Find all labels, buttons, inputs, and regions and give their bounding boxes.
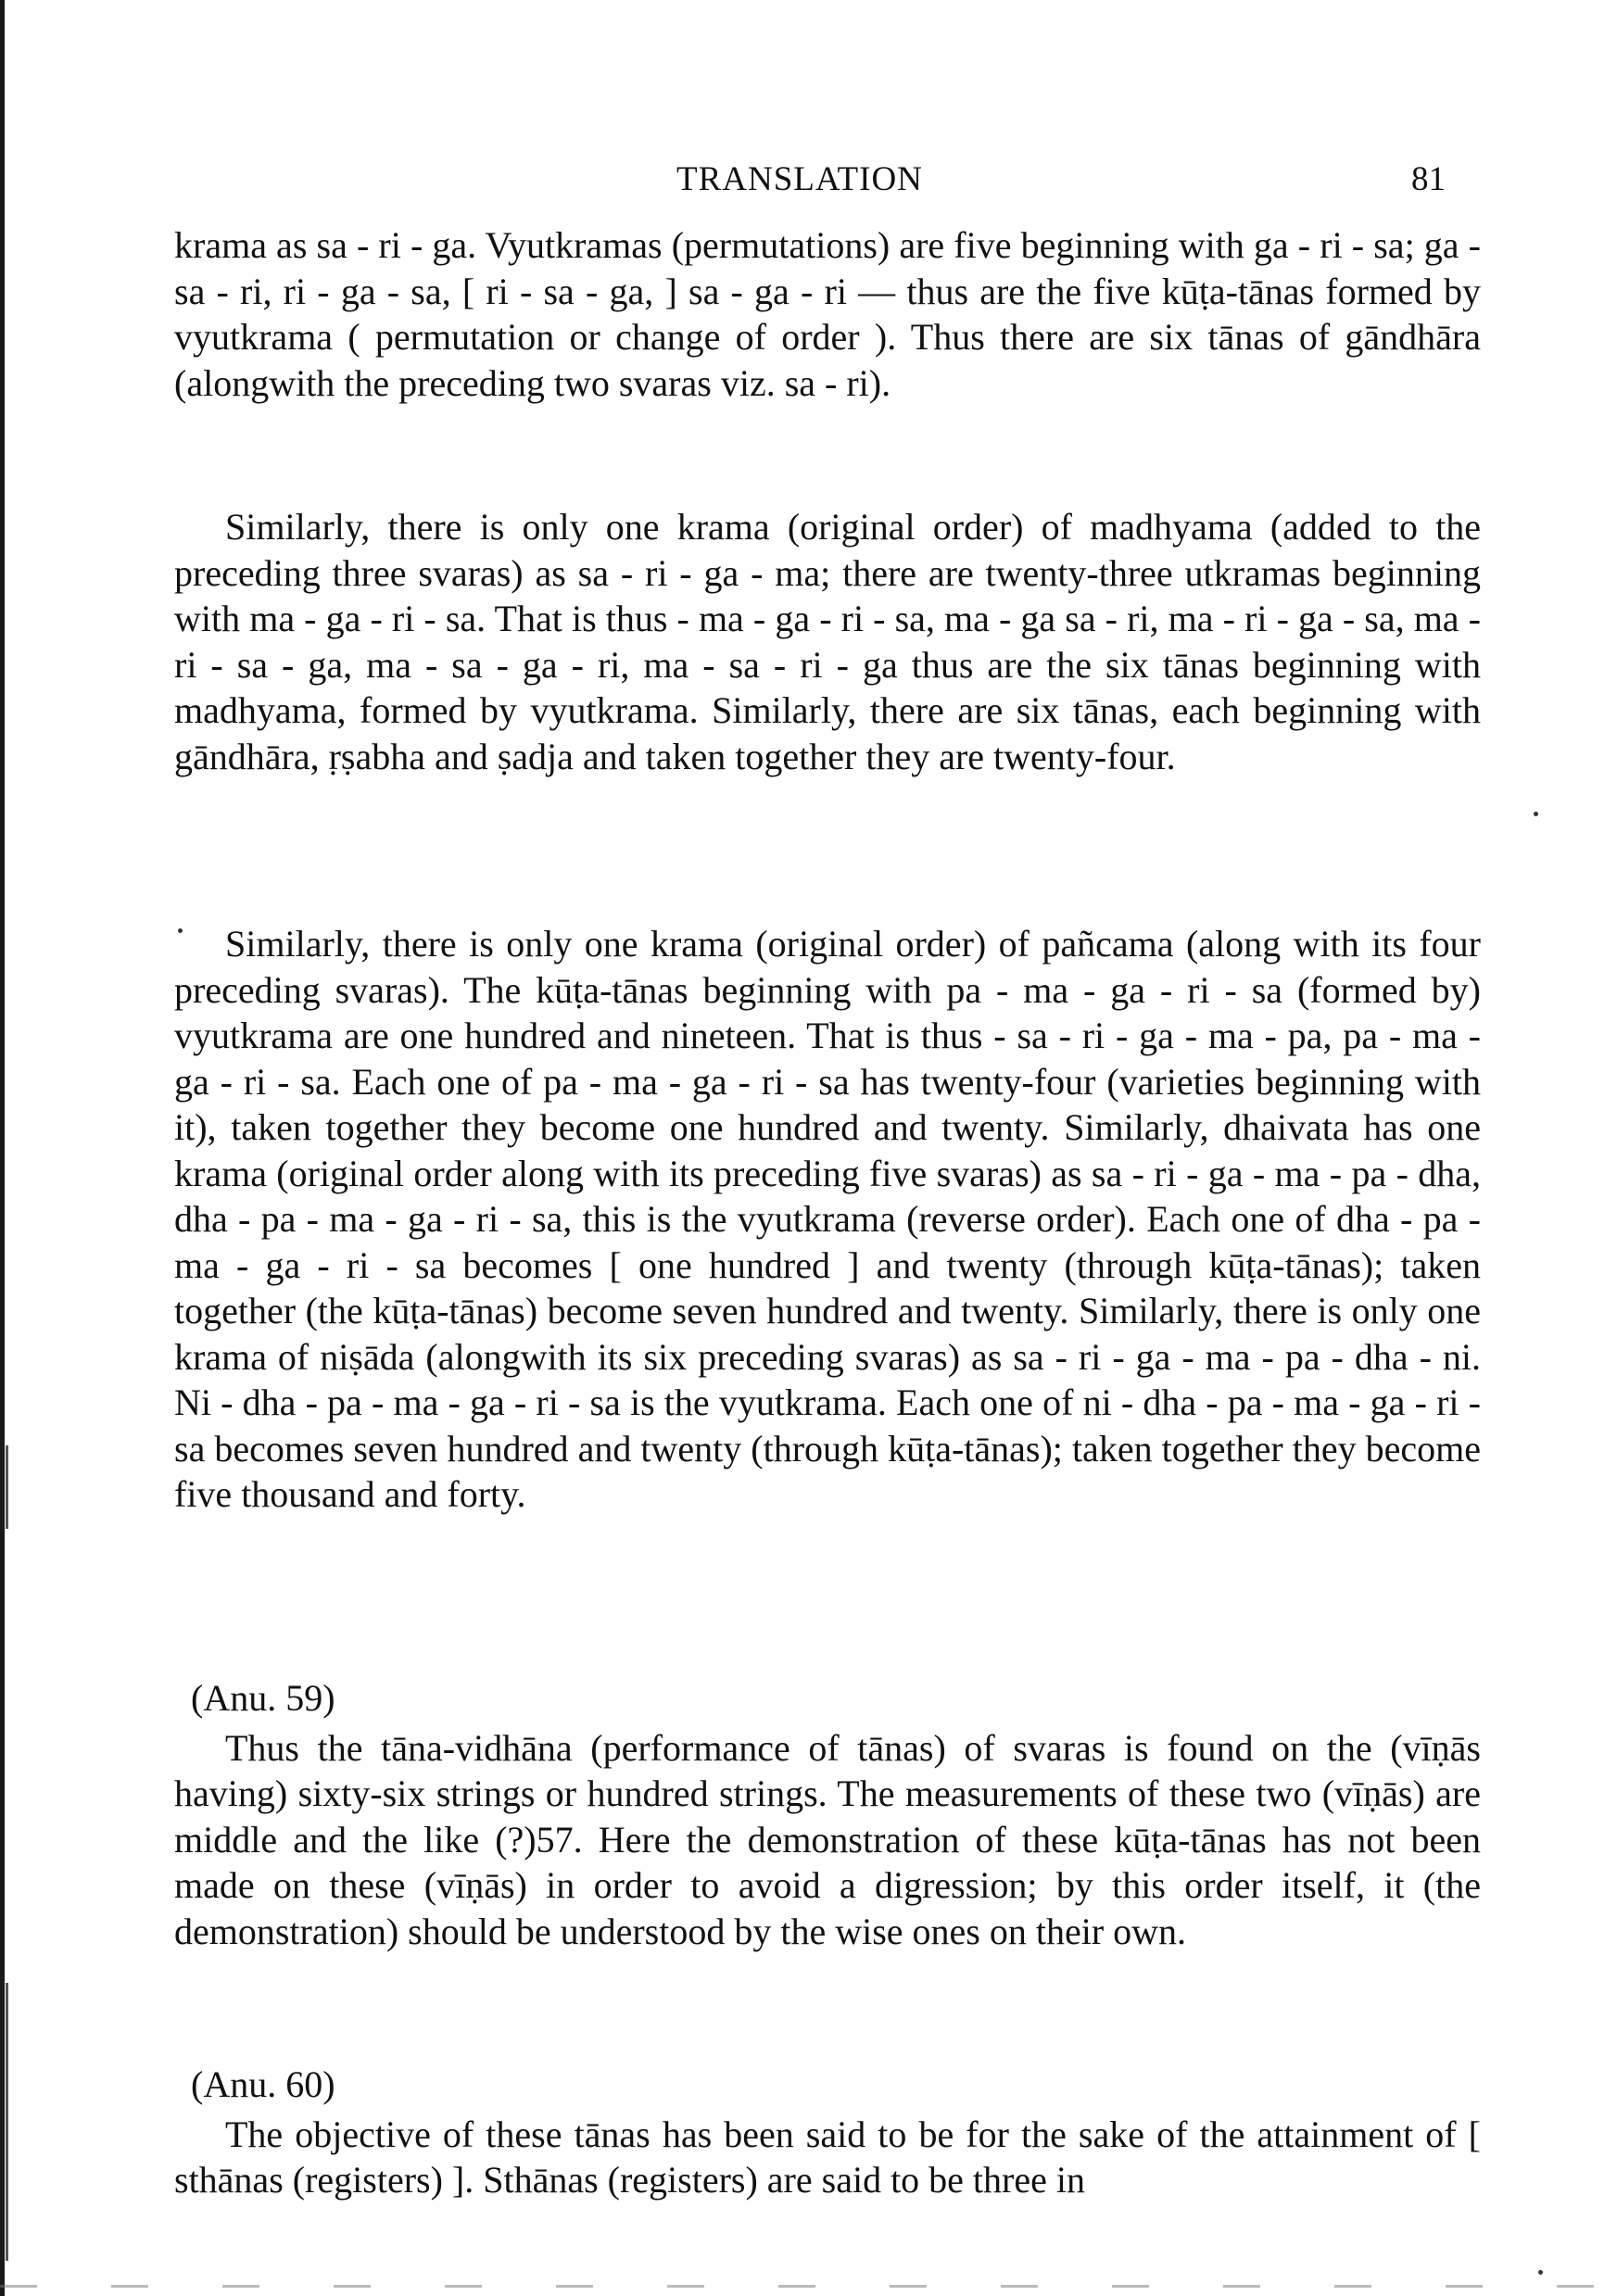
paragraph-1	[174, 222, 1481, 406]
paragraph-text: Thus the tāna-vidhāna (performance of tānas) of svaras is found on the (vīṇās having) sixty-six strings or hundred strings. The measurements of these two (vīṇās) are middle and the like (?)57. Here the demonstration of these kūṭa-tānas has not been made on these (vīṇās) in order to avoid a digression; by this order itself, it (the demonstration) should be understood by the wise ones on their own.	[174, 1726, 1481, 1952]
page-number: 81	[1411, 160, 1446, 198]
gutter-mark	[6, 1445, 8, 1529]
paragraph-text: krama as sa - ri - ga. Vyutkramas (permutations) are five beginning with ga - ri - sa; ga - sa - ri, ri - ga - sa, [ ri - sa - ga, ] sa - ga - ri — thus are the five kūṭa-tānas formed by vyutkrama ( permutation or change of order ). Thus there are six tānas of gāndhāra (alongwith the preceding two svaras viz. sa - ri).	[174, 224, 1481, 404]
paragraph-3	[174, 921, 1481, 1518]
section-anu-60	[174, 2062, 1481, 2203]
binding-edge	[0, 0, 5, 2296]
section-label: (Anu. 60)	[191, 2063, 335, 2105]
paragraph-text: Similarly, there is only one krama (original order) of pañcama (along with its four preceding svaras). The kūṭa-tānas beginning with pa - ma - ga - ri - sa (formed by) vyutkrama are one hundred and nineteen. That is thus - sa - ri - ga - ma - pa, pa - ma - ga - ri - sa. Each one of pa - ma - ga - ri - sa has twenty-four (varieties beginning with it), taken together they become one hundred and twenty. Similarly, dhaivata has one krama (original order along with its preceding five svaras) as sa - ri - ga - ma - pa - dha, dha - pa - ma - ga - ri - sa, this is the vyutkrama (reverse order). Each one of dha - pa - ma - ga - ri - sa becomes [ one hundred ] and twenty (through kūṭa-tānas); taken together (the kūṭa-tānas) become seven hundred and twenty. Similarly, there is only one krama of niṣāda (alongwith its six preceding svaras) as sa - ri - ga - ma - pa - dha - ni. Ni - dha - pa - ma - ga - ri - sa is the vyutkrama. Each one of ni - dha - pa - ma - ga - ri - sa becomes seven hundred and twenty (through kūṭa-tānas); taken together they become five thousand and forty.	[174, 923, 1481, 1515]
section-label: (Anu. 59)	[191, 1677, 335, 1719]
gutter-mark	[6, 1983, 8, 2261]
scan-speck	[178, 928, 183, 933]
paragraph-text: The objective of these tānas has been said to be for the sake of the attainment of [ sthānas (registers) ]. Sthānas (registers) are said to be three in	[174, 2113, 1481, 2201]
scan-speck	[1538, 2270, 1543, 2275]
page-header	[176, 159, 1473, 206]
running-head: TRANSLATION	[676, 160, 923, 198]
paragraph-text: Similarly, there is only one krama (original order) of madhyama (added to the preceding three svaras) as sa - ri - ga - ma; there are twenty-three utkramas beginning with ma - ga - ri - sa. That is thus - ma - ga - ri - sa, ma - ga sa - ri, ma - ri - ga - sa, ma - ri - sa - ga, ma - sa - ga - ri, ma - sa - ri - ga thus are the six tānas beginning with madhyama, formed by vyutkrama. Similarly, there are six tānas, each beginning with gāndhāra, ṛṣabha and ṣadja and taken together they are twenty-four.	[174, 506, 1481, 777]
scan-speck	[1534, 812, 1538, 816]
bottom-scan-edge	[0, 2285, 1617, 2288]
paragraph-2	[174, 504, 1481, 779]
section-anu-59	[174, 1675, 1481, 1954]
